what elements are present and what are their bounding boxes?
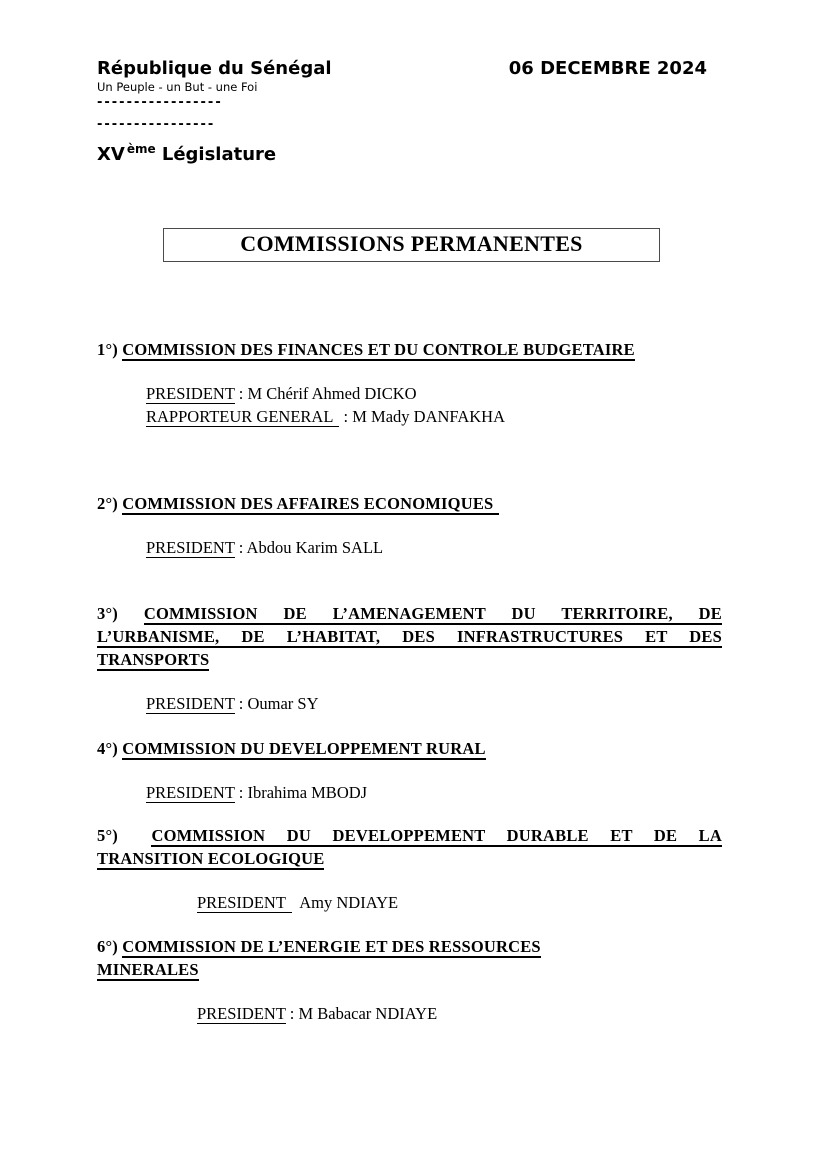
officer-name: : Ibrahima MBODJ <box>234 783 368 802</box>
section-heading <box>97 338 722 361</box>
officer-line-president <box>97 382 722 405</box>
officer-line-president <box>97 891 722 914</box>
officer-name: Amy NDIAYE <box>291 893 399 912</box>
officer-line-president <box>97 1002 722 1025</box>
section-title-line: TRANSPORTS <box>97 650 210 669</box>
section-heading-line <box>97 935 722 958</box>
section-title-line: L’URBANISME, DE L’HABITAT, DES INFRASTRUCTURES ET DES <box>97 627 722 646</box>
officer-role-label: PRESIDENT <box>146 538 235 557</box>
officer-role-label: RAPPORTEUR GENERAL <box>146 407 339 427</box>
officer-role-label: PRESIDENT <box>146 694 235 713</box>
officer-name: : M Babacar NDIAYE <box>285 1004 438 1023</box>
section-heading-line <box>97 958 722 981</box>
section-commission-energie <box>97 935 722 1025</box>
officer-line-president <box>97 692 722 715</box>
officer-role-label: PRESIDENT <box>197 1004 286 1023</box>
header-left-block <box>97 58 332 166</box>
main-title-box <box>163 228 660 262</box>
divider-dashes: ----------------- <box>97 95 223 110</box>
section-number: 1°) <box>97 340 118 359</box>
officer-name: : Abdou Karim SALL <box>234 538 384 557</box>
section-heading-line <box>97 648 722 671</box>
officer-role-label: PRESIDENT <box>146 783 235 802</box>
officer-name: : Oumar SY <box>234 694 319 713</box>
section-commission-finances <box>97 338 722 428</box>
section-title: COMMISSION DES AFFAIRES ECONOMIQUES <box>122 494 499 515</box>
divider-dashes: ---------------- <box>97 117 216 132</box>
legislature-number: XV <box>97 144 125 165</box>
legislature-ordinal-suffix: ème <box>126 142 156 156</box>
section-number: 3°) <box>97 604 118 623</box>
main-title: COMMISSIONS PERMANENTES <box>240 231 583 256</box>
section-number: 5°) <box>97 826 118 845</box>
section-commission-amenagement-territoire <box>97 602 722 715</box>
officer-line-president <box>97 536 722 559</box>
officer-role-label: PRESIDENT <box>146 384 235 403</box>
legislature-word: Législature <box>155 144 277 165</box>
section-number: 4°) <box>97 739 118 758</box>
document-date: 06 DECEMBRE 2024 <box>508 58 707 79</box>
country-title: République du Sénégal <box>97 58 332 79</box>
section-title-line: COMMISSION DE L’AMENAGEMENT DU TERRITOIRE, DE <box>143 604 723 623</box>
section-heading-line <box>97 602 722 625</box>
officer-role-label: PRESIDENT <box>197 893 292 913</box>
section-title: COMMISSION DU DEVELOPPEMENT RURAL <box>122 739 486 758</box>
section-number: 2°) <box>97 494 118 513</box>
section-commission-developpement-rural <box>97 737 722 804</box>
officer-line-president <box>97 781 722 804</box>
officer-name: : M Mady DANFAKHA <box>339 407 506 426</box>
section-title-line: COMMISSION DU DEVELOPPEMENT DURABLE ET DE LA <box>151 826 722 845</box>
section-heading-line <box>97 824 722 847</box>
national-motto: Un Peuple - un But - une Foi <box>97 80 258 94</box>
legislature-title <box>97 138 332 166</box>
document-header <box>97 58 722 166</box>
section-heading-line <box>97 847 722 870</box>
officer-line-rapporteur <box>97 405 722 428</box>
section-heading <box>97 492 722 515</box>
section-title-line: TRANSITION ECOLOGIQUE <box>97 849 325 868</box>
section-commission-developpement-durable <box>97 824 722 914</box>
section-heading-line <box>97 625 722 648</box>
section-title: COMMISSION DES FINANCES ET DU CONTROLE BUDGETAIRE <box>122 340 635 359</box>
section-number: 6°) <box>97 937 118 956</box>
section-heading <box>97 737 722 760</box>
section-commission-affaires-economiques <box>97 492 722 559</box>
officer-name: : M Chérif Ahmed DICKO <box>234 384 417 403</box>
section-title-line: MINERALES <box>97 960 199 979</box>
section-title-line: COMMISSION DE L’ENERGIE ET DES RESSOURCES <box>122 937 541 956</box>
